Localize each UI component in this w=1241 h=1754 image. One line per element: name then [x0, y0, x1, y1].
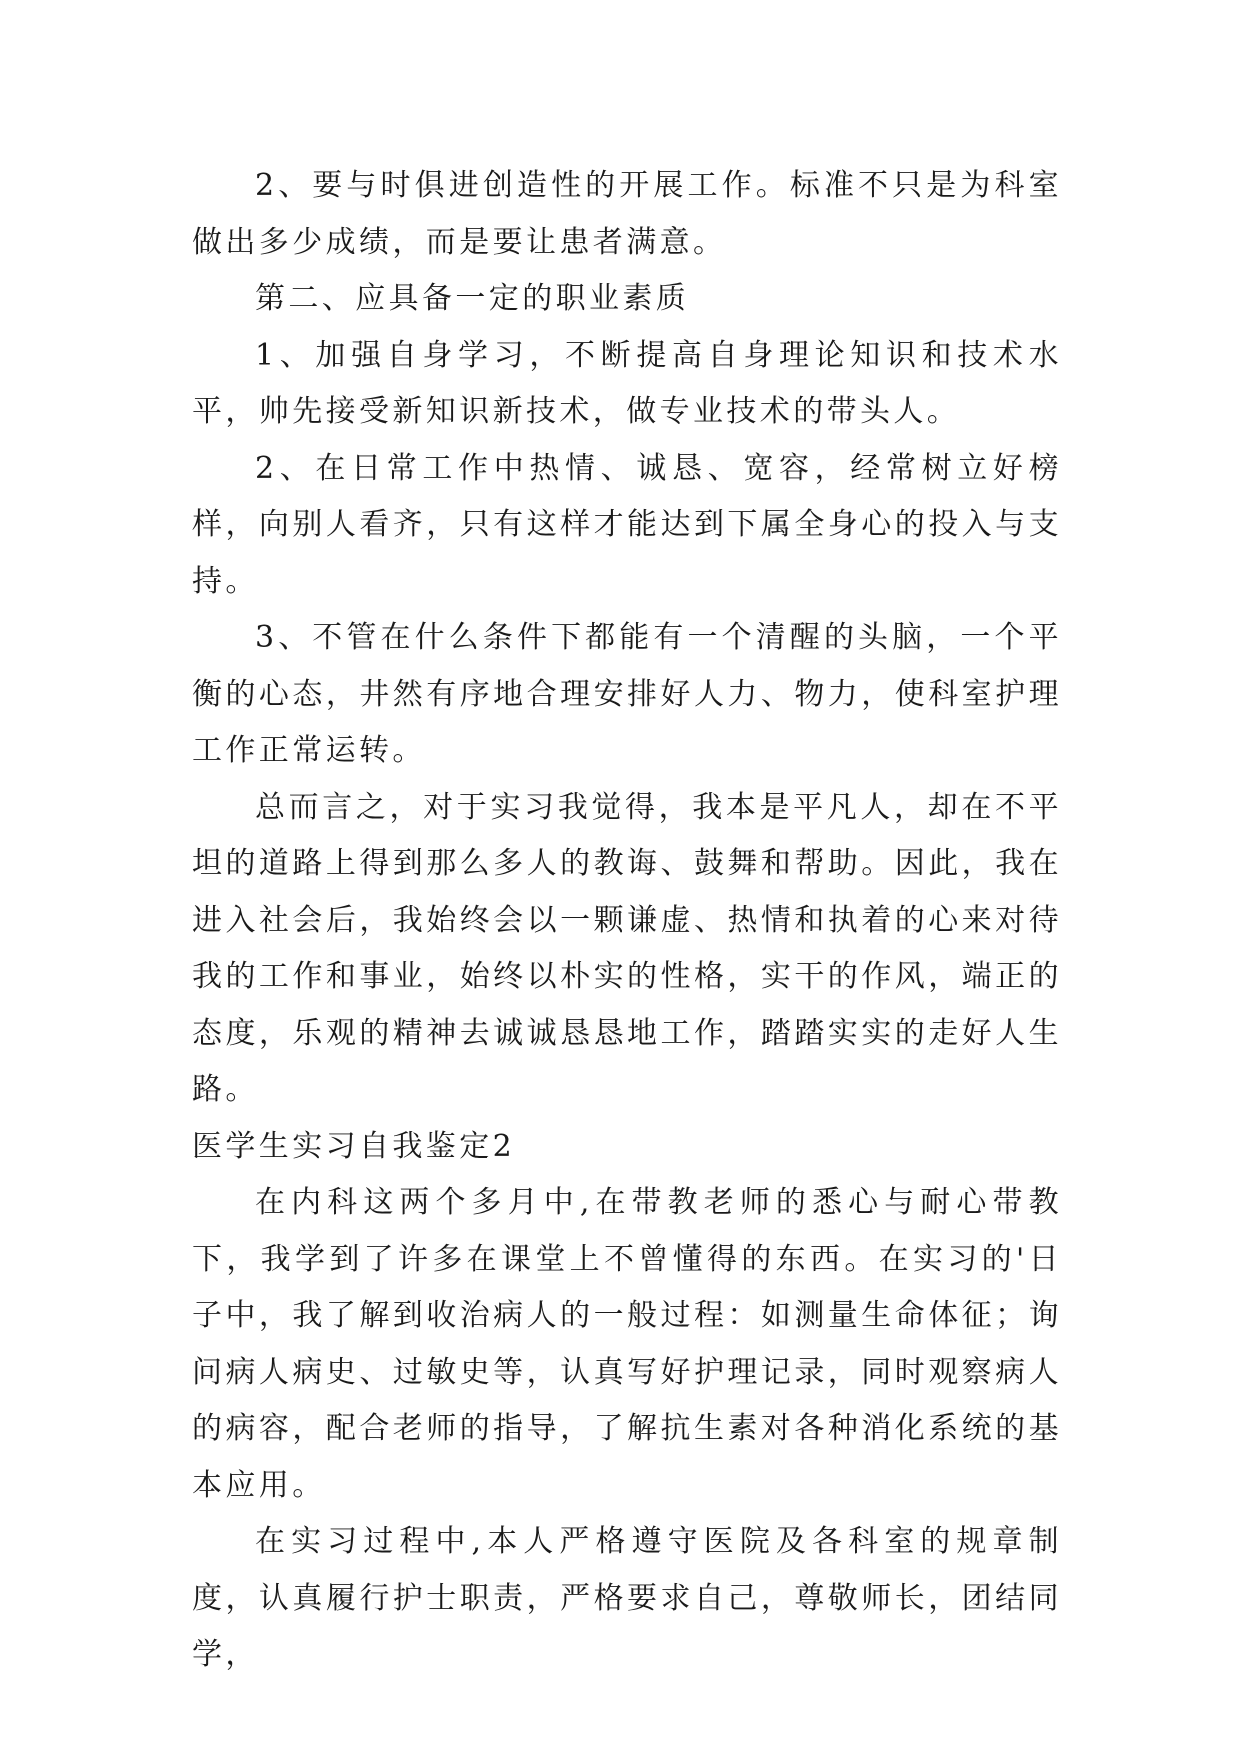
- paragraph: 2、在日常工作中热情、诚恳、宽容，经常树立好榜样，向别人看齐，只有这样才能达到下属全身心的投入与支持。: [192, 450, 1062, 599]
- paragraph: 在实习过程中,本人严格遵守医院及各科室的规章制度，认真履行护士职责，严格要求自己，尊敬师长，团结同学，: [192, 1524, 1062, 1672]
- section-subheading: 第二、应具备一定的职业素质: [255, 281, 690, 316]
- document-page: [192, 158, 1062, 1684]
- paragraph: 总而言之，对于实习我觉得，我本是平凡人，却在不平坦的道路上得到那么多人的教诲、鼓舞和帮助。因此，我在进入社会后，我始终会以一颗谦虚、热情和执着的心来对待我的工作和事业，始终以朴实的性格，实干的作风，端正的态度，乐观的精神去诚诚恳恳地工作，踏踏实实的走好人生路。: [192, 789, 1062, 1107]
- paragraph: 2、要与时俱进创造性的开展工作。标准不只是为科室做出多少成绩，而是要让患者满意。: [192, 168, 1062, 260]
- paragraph: 在内科这两个多月中,在带教老师的悉心与耐心带教下，我学到了许多在课堂上不曾懂得的东西。在实习的'日子中，我了解到收治病人的一般过程：如测量生命体征；询问病人病史、过敏史等，认真写好护理记录，同时观察病人的病容，配合老师的指导，了解抗生素对各种消化系统的基本应用。: [192, 1185, 1062, 1503]
- paragraph: 3、不管在什么条件下都能有一个清醒的头脑，一个平衡的心态，井然有序地合理安排好人力、物力，使科室护理工作正常运转。: [192, 620, 1062, 768]
- paragraph: 1、加强自身学习，不断提高自身理论知识和技术水平，帅先接受新知识新技术，做专业技术的带头人。: [192, 337, 1062, 429]
- section-heading: 医学生实习自我鉴定2: [192, 1128, 516, 1164]
